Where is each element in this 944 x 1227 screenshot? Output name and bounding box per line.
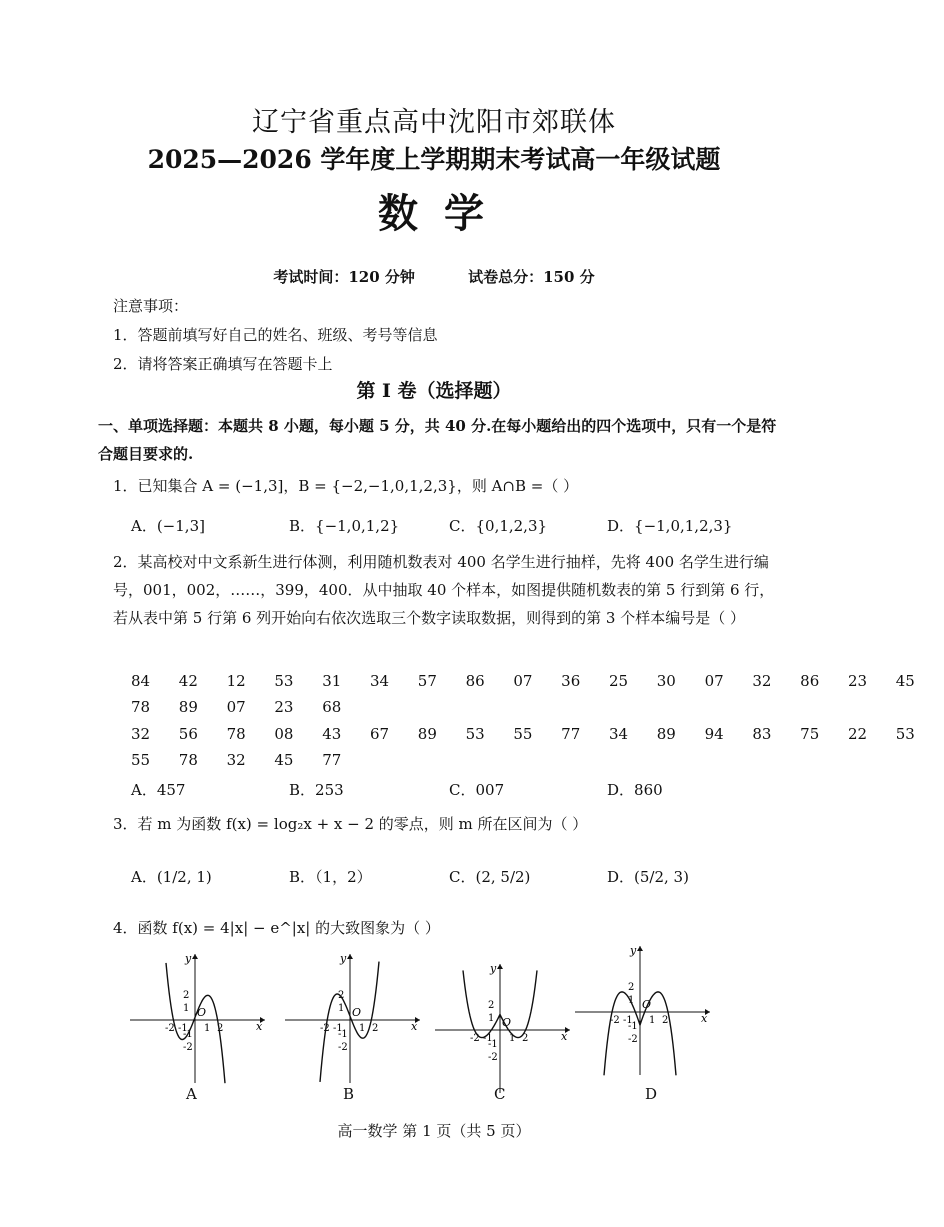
random-number: 77 — [322, 751, 342, 769]
random-table-row1 — [131, 672, 944, 690]
q2-option-a: A．457 — [131, 781, 186, 799]
y-axis-label: y — [490, 962, 497, 975]
random-number: 30 — [656, 672, 676, 690]
q1-option-d: D．{−1,0,1,2,3} — [607, 517, 733, 535]
q4-stem: 4．函数 f(x) = 4|x| − e^|x| 的大致图象为（ ） — [113, 919, 440, 937]
notes — [113, 292, 438, 379]
x-tick-label: 2 — [372, 1023, 379, 1034]
y-arrow — [497, 964, 503, 969]
random-number: 68 — [322, 698, 342, 716]
random-number: 34 — [608, 725, 629, 743]
origin-label: O — [502, 1016, 512, 1029]
q3-option-d: D．(5/2, 3) — [607, 868, 689, 886]
q2-option-b: B．253 — [289, 781, 344, 799]
random-number: 23 — [847, 672, 868, 690]
q3-stem: 3．若 m 为函数 f(x) = log₂x + x − 2 的零点，则 m 所在区间为（ ） — [113, 815, 588, 833]
x-tick-label: -2 — [610, 1015, 620, 1026]
x-tick-label: -1 — [333, 1023, 343, 1034]
x-tick-label: 1 — [649, 1015, 656, 1026]
x-axis-label: x — [411, 1020, 418, 1033]
y-tick-label: -2 — [488, 1052, 498, 1063]
random-number: 78 — [178, 751, 198, 769]
y-tick-label: -1 — [183, 1029, 193, 1040]
random-number: 53 — [895, 725, 915, 743]
graph-label: B — [343, 1085, 355, 1103]
q1-stem: 1．已知集合 A = (−1,3]，B = {−2,−1,0,1,2,3}，则 A∩B =（ ） — [113, 477, 579, 495]
header-line2: 2025—2026 学年度上学期期末考试高一年级试题 — [147, 145, 721, 174]
random-number: 22 — [847, 725, 868, 743]
origin-label: O — [642, 998, 652, 1011]
random-number: 25 — [608, 672, 629, 690]
y-tick-label: 2 — [183, 990, 190, 1001]
random-number: 42 — [178, 672, 198, 690]
x-tick-label: -2 — [470, 1033, 480, 1044]
random-number: 77 — [561, 725, 581, 743]
random-number: 78 — [131, 698, 151, 716]
random-number: 45 — [274, 751, 294, 769]
note-item: 2．请将答案正确填写在答题卡上 — [113, 355, 333, 373]
random-number: 57 — [417, 672, 437, 690]
q2-stem: 2．某高校对中文系新生进行体测，利用随机数表对 400 名学生进行抽样，先将 400 名学生进行编号，001，002，……，399，400．从中抽取 40 个样本，如图提供随机数表的第 5 行到第 6 行，若从表中第 5 行第 6 列开始向右依次选取三个数字读取数据，则得到的第 3 个样本编号是（ ） — [113, 553, 775, 627]
q1-option-b: B．{−1,0,1,2} — [289, 517, 400, 535]
random-number: 75 — [800, 725, 820, 743]
random-number: 32 — [131, 725, 151, 743]
note-item: 1．答题前填写好自己的姓名、班级、考号等信息 — [113, 326, 438, 344]
y-tick-label: 1 — [338, 1003, 345, 1014]
random-number: 84 — [131, 672, 151, 690]
notes-title: 注意事项： — [113, 297, 189, 315]
graph-label: D — [645, 1085, 658, 1103]
q3-option-b: B．（1，2） — [289, 868, 372, 886]
random-number: 07 — [513, 672, 533, 690]
y-arrow — [637, 946, 643, 951]
random-number: 55 — [131, 751, 151, 769]
y-tick-label: -1 — [488, 1039, 498, 1050]
origin-label: O — [352, 1006, 362, 1019]
header-line1: 辽宁省重点高中沈阳市郊联体 — [252, 107, 616, 138]
random-number: 32 — [226, 751, 246, 769]
random-number: 94 — [704, 725, 724, 743]
q3-option-c: C．(2, 5/2) — [449, 868, 531, 886]
y-axis-label: y — [185, 952, 192, 965]
random-number: 53 — [274, 672, 294, 690]
random-number: 31 — [322, 672, 342, 690]
x-tick-label: 2 — [662, 1015, 669, 1026]
random-number: 89 — [178, 698, 198, 716]
part-heading: 一、单项选择题：本题共 8 小题，每小题 5 分，共 40 分.在每小题给出的四个选项中，只有一个是符合题目要求的. — [98, 417, 777, 463]
random-number: 86 — [465, 672, 485, 690]
random-number: 34 — [369, 672, 390, 690]
y-tick-label: 1 — [488, 1013, 495, 1024]
random-number: 08 — [274, 725, 294, 743]
y-tick-label: -2 — [628, 1034, 638, 1045]
subject-title: 数 学 — [378, 190, 490, 237]
page-footer: 高一数学 第 1 页（共 5 页） — [337, 1122, 531, 1140]
random-number: 56 — [178, 725, 198, 743]
y-tick-label: -1 — [338, 1029, 348, 1040]
random-number: 86 — [800, 672, 820, 690]
random-table-row3 — [131, 725, 944, 743]
random-number: 07 — [704, 672, 724, 690]
y-tick-label: 2 — [338, 990, 345, 1001]
random-number: 67 — [369, 725, 390, 743]
q1-option-a: A．(−1,3] — [131, 517, 205, 535]
graph-b — [280, 950, 430, 1090]
q2-option-d: D．860 — [607, 781, 663, 799]
random-number: 45 — [895, 672, 915, 690]
y-arrow — [347, 954, 353, 959]
x-axis-label: x — [561, 1030, 568, 1043]
graph-label: C — [494, 1085, 506, 1103]
y-tick-label: -2 — [183, 1042, 193, 1053]
x-tick-label: 1 — [509, 1033, 516, 1044]
y-tick-label: 2 — [488, 1000, 495, 1011]
random-number: 89 — [417, 725, 437, 743]
graph-label: A — [186, 1085, 197, 1103]
x-axis-label: x — [256, 1020, 263, 1033]
graph-a — [125, 950, 275, 1090]
x-tick-label: 1 — [359, 1023, 366, 1034]
x-tick-label: 2 — [522, 1033, 529, 1044]
q2-option-c: C．007 — [449, 781, 505, 799]
y-tick-label: 1 — [628, 995, 635, 1006]
y-tick-label: -2 — [338, 1042, 348, 1053]
y-tick-label: 2 — [628, 982, 635, 993]
x-tick-label: 1 — [204, 1023, 211, 1034]
q1-option-c: C．{0,1,2,3} — [449, 517, 548, 535]
random-number: 83 — [752, 725, 772, 743]
x-tick-label: -1 — [483, 1033, 493, 1044]
random-number: 32 — [752, 672, 772, 690]
x-tick-label: -2 — [165, 1023, 175, 1034]
exam-score: 试卷总分：150 分 — [468, 268, 595, 286]
random-number: 53 — [465, 725, 485, 743]
exam-time: 考试时间：120 分钟 — [273, 268, 415, 286]
x-tick-label: 2 — [217, 1023, 224, 1034]
exam-info — [0, 266, 868, 287]
x-tick-label: -1 — [178, 1023, 188, 1034]
random-number: 07 — [226, 698, 246, 716]
x-axis-label: x — [701, 1012, 708, 1025]
x-tick-label: -1 — [623, 1015, 633, 1026]
y-tick-label: 1 — [183, 1003, 190, 1014]
random-number: 12 — [226, 672, 246, 690]
x-tick-label: -2 — [320, 1023, 330, 1034]
random-number: 43 — [322, 725, 342, 743]
graph-c — [430, 960, 580, 1100]
graph-d — [570, 942, 720, 1082]
random-number: 23 — [274, 698, 294, 716]
y-arrow — [192, 954, 198, 959]
random-table-row2 — [131, 698, 370, 716]
random-number: 89 — [656, 725, 676, 743]
random-number: 55 — [513, 725, 533, 743]
random-number: 78 — [226, 725, 246, 743]
y-axis-label: y — [630, 944, 637, 957]
random-number: 36 — [561, 672, 581, 690]
y-tick-label: -1 — [628, 1021, 638, 1032]
q3-option-a: A．(1/2, 1) — [131, 868, 212, 886]
y-axis-label: y — [340, 952, 347, 965]
origin-label: O — [197, 1006, 207, 1019]
random-table-row4 — [131, 751, 370, 769]
section-title: 第 I 卷（选择题） — [356, 380, 512, 402]
